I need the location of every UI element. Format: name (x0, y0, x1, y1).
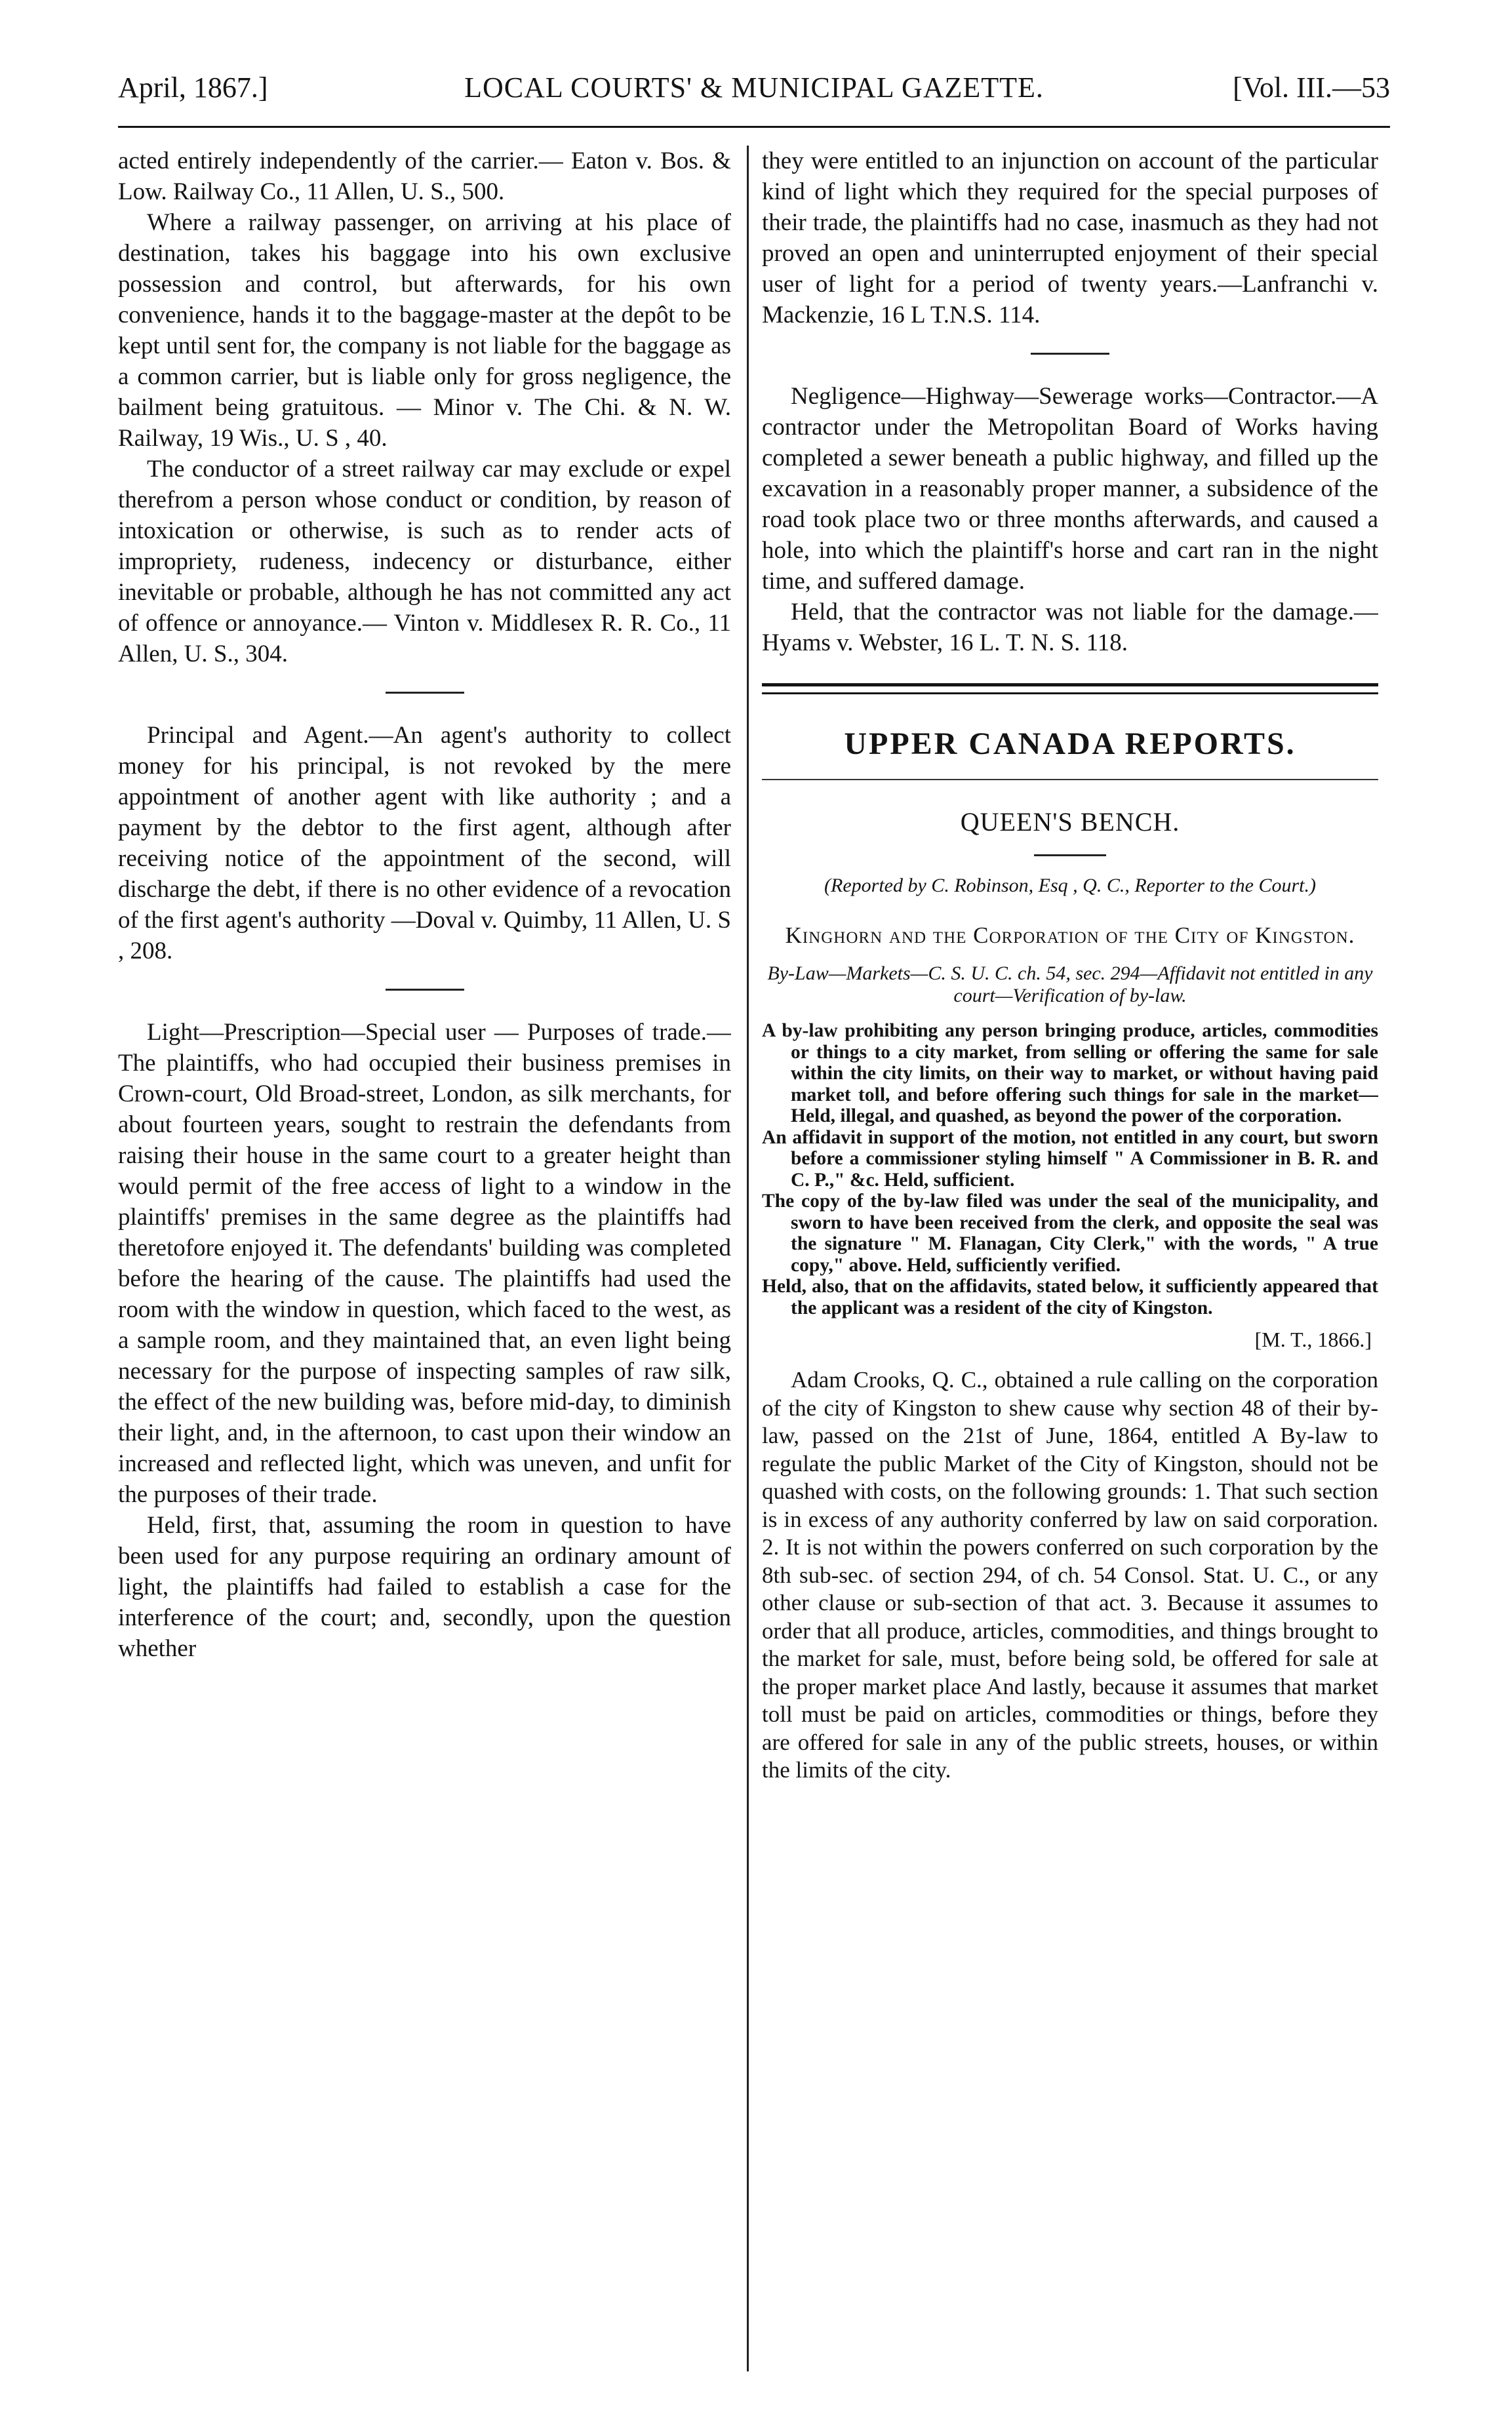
right-paragraph-negligence: Negligence—Highway—Sewerage works—Contractor.—A contractor under the Metropolitan Board of Works having completed a sewer beneath a public highway, and filled up the excavation in a reasonably proper manner, a subsidence of the road took place two or three months afterwards, and caused a hole, into which the plaintiff's horse and cart ran in the night time, and suffered damage. (762, 383, 1378, 595)
case-subject: By-Law—Markets—C. S. U. C. ch. 54, sec. 294—Affidavit not entitled in any court—Verification of by-law. (767, 962, 1373, 1006)
section-separator (386, 989, 464, 991)
headnote-4: Held, also, that on the affidavits, stated below, it sufficiently appeared that the applicant was a resident of the city of Kingston. (762, 1276, 1378, 1318)
court-rule (1034, 854, 1106, 856)
section-separator (1031, 353, 1109, 355)
case-body (762, 1366, 1378, 1785)
header-date: April, 1867.] (118, 71, 268, 104)
left-paragraph-2: Where a railway passenger, on arriving at his place of destination, takes his baggage into his own exclusive possession and control, but afterwards, for his own convenience, hands it to the baggage-master at the depôt to be kept until sent for, the company is not liable for the baggage as a common carrier, but is liable only for gross negligence, the bailment being gratuitous. — Minor v. The Chi. & N. W. Railway, 19 Wis., U. S , 40. (118, 209, 731, 452)
page-header (118, 71, 1390, 126)
left-paragraph-light-prescription: Light—Prescription—Special user — Purposes of trade.—The plaintiffs, who had occupied their business premises in Crown-court, Old Broad-street, London, as silk merchants, for about fourteen years, sought to restrain the defendants from raising their house in the same court to a greater height than would permit of the free access of light to a window in the plaintiffs' premises in the same degree as the plaintiffs had theretofore enjoyed it. The defendants' building was completed before the hearing of the cause. The plaintiffs had used the room with the window in question, which faced to the west, as a sample room, and they maintained that, an even light being necessary for the purpose of inspecting samples of raw silk, the effect of the new building was, before mid-day, to diminish their light, and, in the afternoon, to cast upon their window an increased and reflected light, which was uneven, and unfit for the purposes of their trade. (118, 1019, 731, 1508)
court-title: QUEEN'S BENCH. (960, 807, 1180, 837)
left-paragraph-3: The conductor of a street railway car may exclude or expel therefrom a person whose conduct or condition, by reason of intoxication or otherwise, is such as to render acts of impropriety, rudeness, indecency or disturbance, either inevitable or probable, although he has not committed any act of offence or annoyance.— Vinton v. Middlesex R. R. Co., 11 Allen, U. S., 304. (118, 456, 731, 667)
headnote-1: A by-law prohibiting any person bringing produce, articles, commodities or things to a city market, from selling or offering the same for sale within the city limits, on their way to market, or without having paid market toll, and before offering such things for sale in the market—Held, illegal, and quashed, as beyond the power of the corporation. (762, 1020, 1378, 1126)
headnote-3: The copy of the by-law filed was under the seal of the municipality, and sworn to have been received from the clerk, and opposite the seal was the signature " M. Flanagan, City Clerk," with the words, " A true copy," above. Held, sufficiently verified. (762, 1191, 1378, 1276)
section-title: UPPER CANADA REPORTS. (844, 726, 1296, 761)
header-rule (118, 126, 1390, 128)
left-column (118, 146, 731, 2375)
case-title: Kinghorn and the Corporation of the City of Kingston. (785, 922, 1355, 948)
section-separator (386, 692, 464, 694)
term-note: [M. T., 1866.] (1254, 1328, 1372, 1351)
header-title: LOCAL COURTS' & MUNICIPAL GAZETTE. (464, 71, 1044, 104)
right-paragraph-held: Held, that the contractor was not liable for the damage.—Hyams v. Webster, 16 L. T. N. S. 118. (762, 599, 1378, 656)
case-body-paragraph: Adam Crooks, Q. C., obtained a rule calling on the corporation of the city of Kingston to shew cause why section 48 of their by-law, passed on the 21st of June, 1864, entitled A By-law to regulate the public Market of the City of Kingston, should not be quashed with costs, on the following grounds: 1. That such section is in excess of any authority conferred by law on said corporation. 2. It is not within the powers conferred on such corporation by the 8th sub-sec. of section 294, of ch. 54 Consol. Stat. U. C., or any other clause or sub-section of that act. 3. Because it assumes to order that all produce, articles, commodities, and things brought to the market for sale, must, before being sold, be offered for sale at the proper market place And lastly, because it assumes that market toll must be paid on articles, commodities or things, before they are offered for sale in any of the public streets, houses, or within the limits of the city. (762, 1367, 1378, 1783)
headnote-2: An affidavit in support of the motion, not entitled in any court, but sworn before a commissioner styling himself " A Commissioner in B. R. and C. P.," &c. Held, sufficient. (762, 1126, 1378, 1191)
column-divider (747, 146, 749, 2371)
double-rule (762, 683, 1378, 694)
header-volume: [Vol. III.—53 (1233, 71, 1390, 104)
right-paragraph-1: they were entitled to an injunction on account of the particular kind of light which they required for the special purposes of their trade, the plaintiffs had no case, inasmuch as they had not proved an open and uninterrupted enjoyment of their special user of light for a period of twenty years.—Lanfranchi v. Mackenzie, 16 L T.N.S. 114. (762, 148, 1378, 328)
left-paragraph-1: acted entirely independently of the carrier.— Eaton v. Bos. & Low. Railway Co., 11 Allen, U. S., 500. (118, 148, 731, 205)
reporter-line: (Reported by C. Robinson, Esq , Q. C., Reporter to the Court.) (824, 875, 1316, 896)
headnotes (762, 1020, 1378, 1318)
left-paragraph-principal-agent: Principal and Agent.—An agent's authority to collect money for his principal, is not revoked by the mere appointment of another agent with like authority ; and a payment by the debtor to the first agent, although after receiving notice of the appointment of the second, will discharge the debt, if there is no other evidence of a revocation of the first agent's authority —Doval v. Quimby, 11 Allen, U. S , 208. (118, 722, 731, 964)
thin-rule (762, 779, 1378, 780)
left-paragraph-held: Held, first, that, assuming the room in question to have been used for any purpose requiring an ordinary amount of light, the plaintiffs had failed to establish a case for the interference of the court; and, secondly, upon the question whether (118, 1512, 731, 1662)
right-column (762, 146, 1378, 2375)
